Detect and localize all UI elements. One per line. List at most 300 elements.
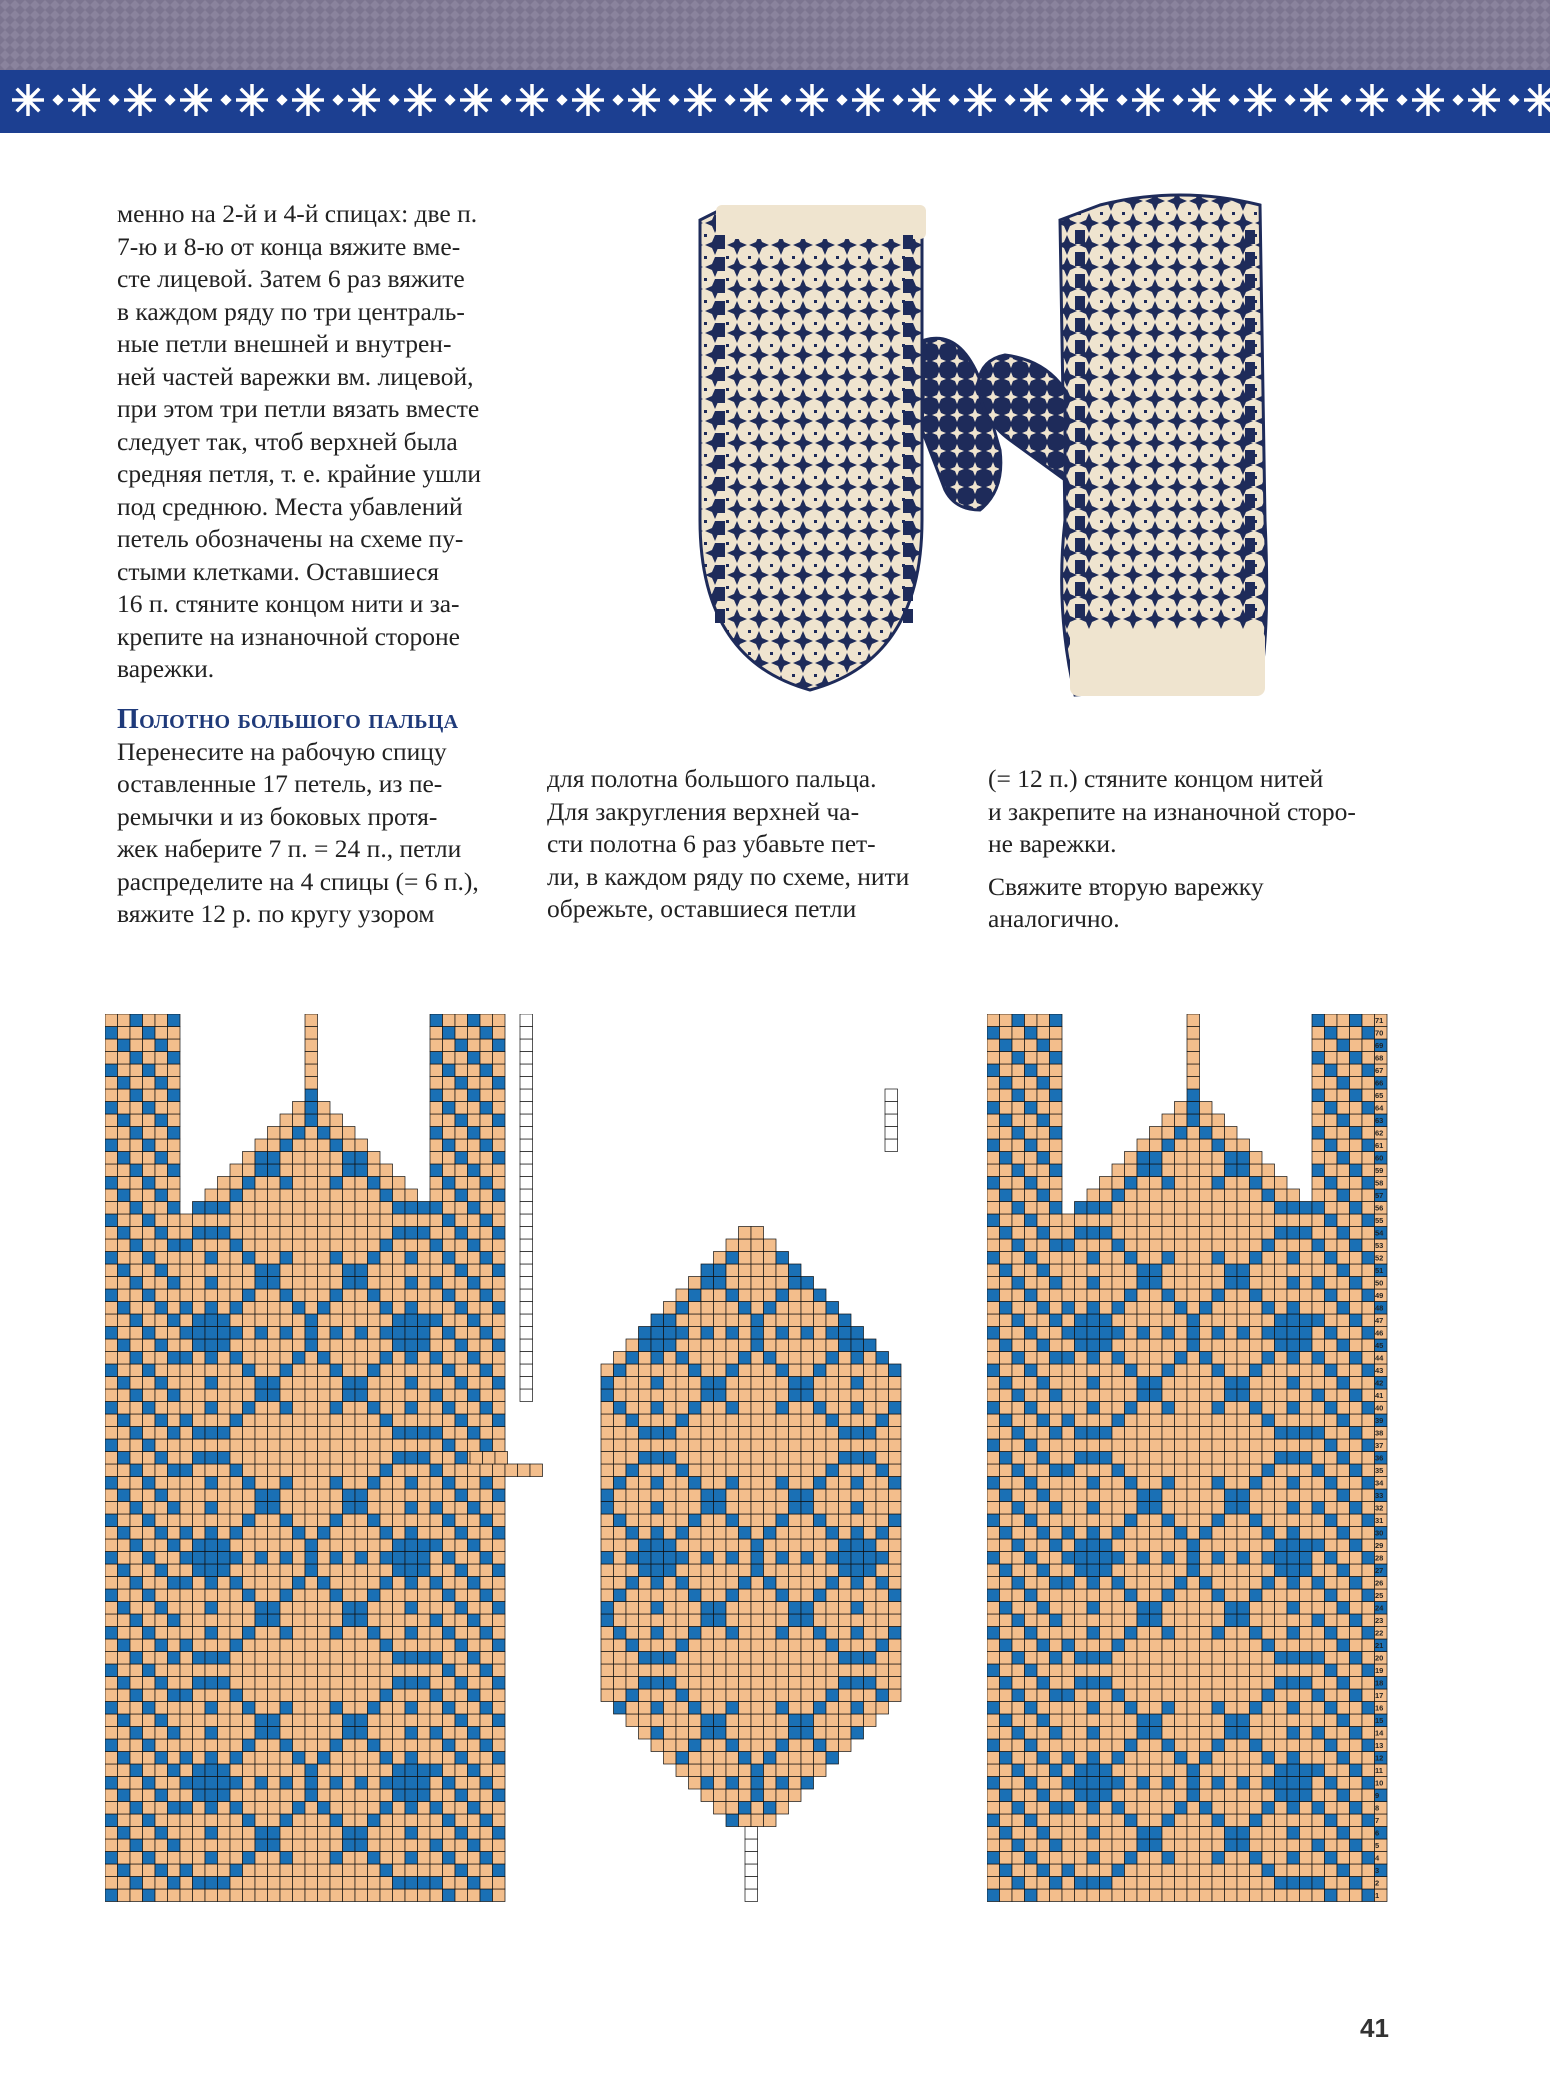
chart-cell <box>1212 1877 1225 1890</box>
chart-cell <box>455 1389 468 1402</box>
chart-cell <box>180 1802 193 1815</box>
chart-cell <box>639 1427 652 1440</box>
chart-cell <box>1362 1339 1375 1352</box>
chart-cell <box>430 1289 443 1302</box>
chart-cell <box>1275 1389 1288 1402</box>
chart-cell <box>520 1377 533 1390</box>
chart-cell <box>1025 1602 1038 1615</box>
chart-cell <box>789 1339 802 1352</box>
chart-cell <box>751 1277 764 1290</box>
chart-cell <box>143 1389 156 1402</box>
chart-cell <box>776 1477 789 1490</box>
chart-cell <box>293 1114 306 1127</box>
chart-cell <box>1300 1752 1313 1765</box>
chart-cell <box>1200 1189 1213 1202</box>
chart-cell <box>480 1139 493 1152</box>
chart-cell <box>355 1864 368 1877</box>
chart-cell <box>751 1577 764 1590</box>
chart-cell <box>701 1389 714 1402</box>
chart-cell <box>330 1327 343 1340</box>
chart-cell <box>243 1602 256 1615</box>
chart-cell <box>1325 1839 1338 1852</box>
chart-cell <box>1237 1552 1250 1565</box>
chart-cell <box>1037 1614 1050 1627</box>
chart-cell <box>764 1789 777 1802</box>
chart-cell <box>155 1527 168 1540</box>
chart-cell <box>468 1514 481 1527</box>
chart-cell <box>168 1439 181 1452</box>
chart-cell <box>864 1464 877 1477</box>
chart-cell <box>676 1539 689 1552</box>
chart-cell <box>1250 1627 1263 1640</box>
chart-cell <box>1350 1827 1363 1840</box>
chart-cell <box>739 1789 752 1802</box>
chart-cell <box>839 1602 852 1615</box>
chart-cell <box>1362 1289 1375 1302</box>
chart-cell <box>280 1477 293 1490</box>
chart-cell <box>664 1627 677 1640</box>
chart-cell <box>1325 1164 1338 1177</box>
chart-cell <box>1025 1739 1038 1752</box>
chart-cell <box>889 1389 902 1402</box>
chart-cell <box>1212 1152 1225 1165</box>
chart-cell <box>1350 1452 1363 1465</box>
chart-cell <box>1137 1264 1150 1277</box>
chart-cell <box>776 1414 789 1427</box>
chart-cell <box>1200 1839 1213 1852</box>
chart-cell <box>1037 1239 1050 1252</box>
chart-cell <box>280 1439 293 1452</box>
chart-cell <box>180 1477 193 1490</box>
chart-cell <box>280 1452 293 1465</box>
chart-cell <box>255 1364 268 1377</box>
chart-cell <box>751 1614 764 1627</box>
chart-cell <box>480 1177 493 1190</box>
chart-cell <box>1350 1589 1363 1602</box>
chart-cell <box>1175 1777 1188 1790</box>
chart-cell <box>1087 1239 1100 1252</box>
chart-cell <box>405 1852 418 1865</box>
chart-cell <box>118 1314 131 1327</box>
chart-cell <box>520 1014 533 1027</box>
chart-cell <box>455 1777 468 1790</box>
chart-cell <box>405 1389 418 1402</box>
chart-cell <box>168 1852 181 1865</box>
chart-cell <box>1237 1827 1250 1840</box>
chart-cell <box>293 1152 306 1165</box>
chart-cell <box>293 1802 306 1815</box>
chart-cell <box>614 1614 627 1627</box>
chart-cell <box>1325 1489 1338 1502</box>
chart-cell <box>714 1564 727 1577</box>
chart-cell <box>405 1802 418 1815</box>
chart-cell <box>1025 1877 1038 1890</box>
chart-cell <box>255 1577 268 1590</box>
chart-cell <box>1012 1502 1025 1515</box>
chart-cell <box>1362 1652 1375 1665</box>
chart-cell <box>230 1389 243 1402</box>
chart-cell <box>776 1589 789 1602</box>
chart-cell <box>1350 1339 1363 1352</box>
chart-cell <box>1212 1552 1225 1565</box>
chart-cell <box>480 1314 493 1327</box>
text-line: варежки. <box>117 654 215 683</box>
chart-cell <box>987 1589 1000 1602</box>
chart-cell <box>1300 1464 1313 1477</box>
chart-cell <box>851 1552 864 1565</box>
chart-cell <box>330 1852 343 1865</box>
chart-cell <box>1025 1277 1038 1290</box>
chart-cell <box>193 1577 206 1590</box>
chart-cell <box>1312 1614 1325 1627</box>
chart-cell <box>701 1477 714 1490</box>
chart-cell <box>268 1689 281 1702</box>
chart-cell <box>1225 1864 1238 1877</box>
chart-cell <box>380 1289 393 1302</box>
chart-cell <box>1112 1577 1125 1590</box>
chart-cell <box>168 1714 181 1727</box>
chart-cell <box>118 1777 131 1790</box>
chart-cell <box>626 1389 639 1402</box>
chart-cell <box>243 1877 256 1890</box>
chart-cell <box>1012 1864 1025 1877</box>
chart-cell <box>343 1339 356 1352</box>
chart-cell <box>776 1802 789 1815</box>
chart-cell <box>468 1127 481 1140</box>
chart-cell <box>355 1302 368 1315</box>
chart-cell <box>1100 1402 1113 1415</box>
chart-cell <box>1037 1502 1050 1515</box>
chart-cell <box>368 1402 381 1415</box>
chart-cell <box>305 1364 318 1377</box>
chart-cell <box>1037 1577 1050 1590</box>
chart-cell <box>130 1702 143 1715</box>
chart-cell <box>751 1464 764 1477</box>
chart-cell <box>1050 1239 1063 1252</box>
chart-cell <box>826 1364 839 1377</box>
chart-cell <box>626 1452 639 1465</box>
chart-cell <box>130 1364 143 1377</box>
chart-cell <box>1275 1439 1288 1452</box>
chart-cell <box>1337 1864 1350 1877</box>
chart-cell <box>1350 1814 1363 1827</box>
chart-cell <box>243 1777 256 1790</box>
chart-cell <box>255 1177 268 1190</box>
chart-cell <box>726 1402 739 1415</box>
chart-cell <box>1225 1177 1238 1190</box>
chart-cell <box>987 1464 1000 1477</box>
chart-cell <box>405 1427 418 1440</box>
chart-cell <box>1262 1539 1275 1552</box>
chart-cell <box>987 1489 1000 1502</box>
chart-cell <box>1262 1577 1275 1590</box>
chart-cell <box>1037 1764 1050 1777</box>
chart-cell <box>1262 1514 1275 1527</box>
chart-cell <box>1200 1514 1213 1527</box>
chart-cell <box>455 1639 468 1652</box>
chart-cell <box>143 1052 156 1065</box>
chart-cell <box>651 1527 664 1540</box>
chart-cell <box>1162 1577 1175 1590</box>
chart-cell <box>714 1302 727 1315</box>
chart-cell <box>1175 1352 1188 1365</box>
chart-cell <box>1087 1414 1100 1427</box>
chart-cell <box>1125 1852 1138 1865</box>
chart-cell <box>639 1527 652 1540</box>
chart-cell <box>1087 1352 1100 1365</box>
chart-cell <box>1050 1864 1063 1877</box>
chart-cell <box>1087 1327 1100 1340</box>
chart-cell <box>1262 1414 1275 1427</box>
chart-cell <box>664 1339 677 1352</box>
chart-cell <box>343 1252 356 1265</box>
chart-cell <box>1225 1202 1238 1215</box>
chart-cell <box>726 1314 739 1327</box>
chart-cell <box>443 1577 456 1590</box>
chart-cell <box>689 1389 702 1402</box>
chart-cell <box>468 1389 481 1402</box>
chart-cell <box>1200 1827 1213 1840</box>
chart-cell <box>864 1652 877 1665</box>
chart-cell <box>1337 1627 1350 1640</box>
chart-cell <box>1175 1289 1188 1302</box>
chart-cell <box>380 1789 393 1802</box>
chart-cell <box>430 1377 443 1390</box>
chart-cell <box>689 1764 702 1777</box>
chart-cell <box>205 1714 218 1727</box>
chart-cell <box>776 1402 789 1415</box>
chart-cell <box>1262 1352 1275 1365</box>
chart-cell <box>1200 1239 1213 1252</box>
chart-cell <box>1237 1402 1250 1415</box>
chart-cell <box>1325 1152 1338 1165</box>
chart-cell <box>493 1789 506 1802</box>
chart-cell <box>1012 1464 1025 1477</box>
chart-cell <box>1150 1139 1163 1152</box>
chart-cell <box>814 1752 827 1765</box>
chart-cell <box>701 1414 714 1427</box>
chart-cell <box>455 1177 468 1190</box>
chart-cell <box>987 1877 1000 1890</box>
chart-cell <box>218 1689 231 1702</box>
chart-cell <box>1325 1877 1338 1890</box>
chart-cell <box>1212 1327 1225 1340</box>
chart-cell <box>764 1677 777 1690</box>
chart-cell <box>480 1639 493 1652</box>
chart-cell <box>180 1689 193 1702</box>
chart-cell <box>393 1514 406 1527</box>
chart-cell <box>455 1352 468 1365</box>
chart-cell <box>1225 1352 1238 1365</box>
chart-cell <box>280 1677 293 1690</box>
chart-cell <box>293 1252 306 1265</box>
chart-cell <box>1050 1439 1063 1452</box>
chart-cell <box>1112 1639 1125 1652</box>
chart-cell <box>1175 1202 1188 1215</box>
chart-cell <box>105 1177 118 1190</box>
chart-cell <box>801 1589 814 1602</box>
chart-cell <box>318 1852 331 1865</box>
chart-cell <box>1212 1602 1225 1615</box>
chart-cell <box>455 1477 468 1490</box>
chart-cell <box>1312 1564 1325 1577</box>
chart-cell <box>530 1464 543 1477</box>
chart-cell <box>330 1177 343 1190</box>
chart-cell <box>1337 1302 1350 1315</box>
chart-cell <box>455 1727 468 1740</box>
chart-cell <box>1350 1189 1363 1202</box>
chart-cell <box>143 1039 156 1052</box>
chart-cell <box>1200 1227 1213 1240</box>
chart-cell <box>255 1889 268 1902</box>
chart-cell <box>776 1727 789 1740</box>
chart-cell <box>664 1439 677 1452</box>
chart-cell <box>601 1364 614 1377</box>
chart-cell <box>1287 1414 1300 1427</box>
chart-cell <box>1337 1727 1350 1740</box>
chart-cell <box>1075 1589 1088 1602</box>
chart-cell <box>639 1452 652 1465</box>
chart-cell <box>1000 1889 1013 1902</box>
chart-cell <box>1137 1752 1150 1765</box>
chart-cell <box>343 1139 356 1152</box>
chart-cell <box>639 1377 652 1390</box>
chart-cell <box>443 1777 456 1790</box>
chart-cell <box>1337 1289 1350 1302</box>
chart-cell <box>1337 1277 1350 1290</box>
chart-cell <box>1287 1277 1300 1290</box>
chart-cell <box>789 1577 802 1590</box>
chart-cell <box>230 1514 243 1527</box>
chart-cell <box>1362 1427 1375 1440</box>
chart-cell <box>1325 1352 1338 1365</box>
chart-cell <box>1162 1802 1175 1815</box>
chart-cell <box>1112 1764 1125 1777</box>
chart-cell <box>405 1364 418 1377</box>
chart-cell <box>801 1752 814 1765</box>
chart-cell <box>493 1027 506 1040</box>
chart-cell <box>1125 1464 1138 1477</box>
chart-cell <box>268 1589 281 1602</box>
chart-cell <box>826 1714 839 1727</box>
chart-cell <box>355 1602 368 1615</box>
chart-cell <box>1100 1377 1113 1390</box>
chart-cell <box>105 1564 118 1577</box>
chart-cell <box>1250 1164 1263 1177</box>
chart-cell <box>714 1552 727 1565</box>
chart-cell <box>418 1852 431 1865</box>
chart-cell <box>689 1514 702 1527</box>
chart-cell <box>168 1802 181 1815</box>
chart-cell <box>305 1164 318 1177</box>
chart-cell <box>330 1477 343 1490</box>
chart-cell <box>1337 1402 1350 1415</box>
chart-cell <box>1325 1577 1338 1590</box>
chart-cell <box>493 1714 506 1727</box>
chart-cell <box>193 1227 206 1240</box>
chart-cell <box>751 1402 764 1415</box>
chart-cell <box>1275 1189 1288 1202</box>
chart-cell <box>205 1602 218 1615</box>
chart-cell <box>826 1639 839 1652</box>
chart-cell <box>689 1464 702 1477</box>
chart-cell <box>230 1814 243 1827</box>
chart-cell <box>1212 1852 1225 1865</box>
chart-cell <box>455 1839 468 1852</box>
chart-cell <box>1325 1764 1338 1777</box>
chart-cell <box>1075 1327 1088 1340</box>
chart-cell <box>639 1402 652 1415</box>
chart-cell <box>318 1864 331 1877</box>
chart-cell <box>330 1402 343 1415</box>
chart-cell <box>1000 1764 1013 1777</box>
chart-cell <box>480 1677 493 1690</box>
chart-cell <box>468 1039 481 1052</box>
chart-cell <box>405 1889 418 1902</box>
chart-cell <box>1200 1864 1213 1877</box>
chart-cell <box>168 1327 181 1340</box>
chart-cell <box>393 1889 406 1902</box>
chart-cell <box>826 1302 839 1315</box>
chart-cell <box>480 1202 493 1215</box>
chart-cell <box>218 1289 231 1302</box>
chart-cell <box>1237 1614 1250 1627</box>
chart-cell <box>455 1464 468 1477</box>
chart-cell <box>1062 1439 1075 1452</box>
chart-cell <box>1000 1777 1013 1790</box>
chart-cell <box>1037 1789 1050 1802</box>
chart-cell <box>468 1589 481 1602</box>
chart-cell <box>243 1277 256 1290</box>
chart-cell <box>155 1439 168 1452</box>
chart-cell <box>1087 1539 1100 1552</box>
chart-cell <box>418 1877 431 1890</box>
chart-cell <box>218 1439 231 1452</box>
chart-cell <box>318 1389 331 1402</box>
chart-cell <box>1175 1602 1188 1615</box>
chart-cell <box>639 1502 652 1515</box>
chart-cell <box>218 1639 231 1652</box>
chart-cell <box>1200 1814 1213 1827</box>
chart-cell <box>1137 1139 1150 1152</box>
chart-cell <box>330 1364 343 1377</box>
chart-cell <box>143 1277 156 1290</box>
chart-cell <box>1175 1239 1188 1252</box>
chart-cell <box>468 1102 481 1115</box>
chart-cell <box>455 1877 468 1890</box>
chart-cell <box>268 1727 281 1740</box>
chart-cell <box>468 1314 481 1327</box>
chart-cell <box>851 1689 864 1702</box>
chart-cell <box>1037 1777 1050 1790</box>
chart-cell <box>889 1364 902 1377</box>
chart-cell <box>318 1627 331 1640</box>
chart-cell <box>1350 1764 1363 1777</box>
chart-cell <box>1225 1164 1238 1177</box>
chart-cell <box>130 1564 143 1577</box>
chart-cell <box>1050 1664 1063 1677</box>
chart-cell <box>1012 1802 1025 1815</box>
chart-cell <box>1012 1627 1025 1640</box>
chart-cell <box>1237 1864 1250 1877</box>
chart-cell <box>455 1339 468 1352</box>
chart-cell <box>801 1714 814 1727</box>
chart-cell <box>293 1352 306 1365</box>
chart-cell <box>1287 1314 1300 1327</box>
chart-cell <box>455 1152 468 1165</box>
chart-cell <box>143 1452 156 1465</box>
chart-cell <box>305 1752 318 1765</box>
